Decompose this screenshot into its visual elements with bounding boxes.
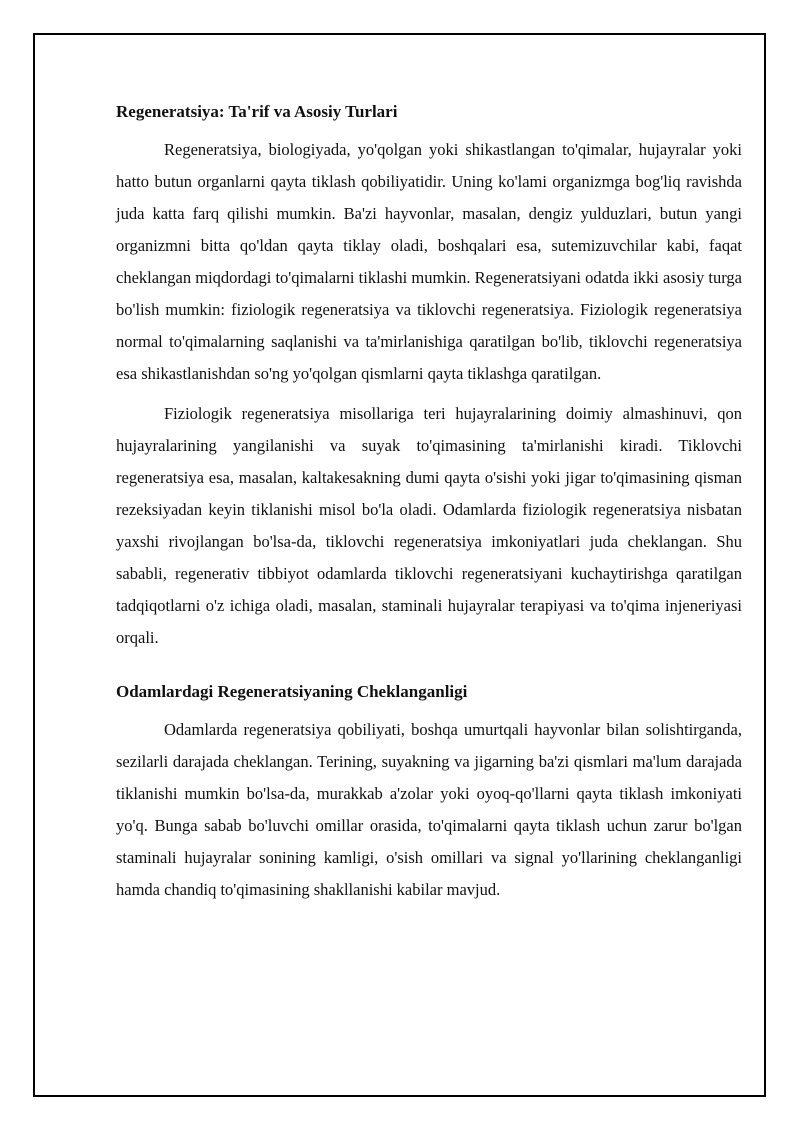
document-body <box>116 98 742 906</box>
section-heading-definition: Regeneratsiya: Ta'rif va Asosiy Turlari <box>116 102 398 121</box>
paragraph-definition: Regeneratsiya, biologiyada, yo'qolgan yoki shikastlangan to'qimalar, hujayralar yoki hatto butun organlarni qayta tiklash qobiliyatidir. Uning ko'lami organizmga bog'liq ravishda juda katta farq qilishi mumkin. Ba'zi hayvonlar, masalan, dengiz yulduzlari, butun yangi organizmni bitta qo'ldan qayta tiklay oladi, boshqalari esa, sutemizuvchilar kabi, faqat cheklangan miqdordagi to'qimalarni tiklashi mumkin. Regeneratsiyani odatda ikki asosiy turga bo'lish mumkin: fiziologik regeneratsiya va tiklovchi regeneratsiya. Fiziologik regeneratsiya normal to'qimalarning saqlanishi va ta'mirlanishiga qaratilgan bo'lib, tiklovchi regeneratsiya esa shikastlanishdan so'ng yo'qolgan qismlarni qayta tiklashga qaratilgan. <box>116 140 742 383</box>
paragraph-limitations: Odamlarda regeneratsiya qobiliyati, boshqa umurtqali hayvonlar bilan solishtirganda, sezilarli darajada cheklangan. Terining, suyakning va jigarning ba'zi qismlari ma'lum darajada tiklanishi mumkin bo'lsa-da, murakkab a'zolar yoki oyoq-qo'llarni qayta tiklash imkoniyati yo'q. Bunga sabab bo'luvchi omillar orasida, to'qimalarni qayta tiklash uchun zarur bo'lgan staminali hujayralar sonining kamligi, o'sish omillari va signal yo'llarining cheklanganligi hamda chandiq to'qimasining shakllanishi kabilar mavjud. <box>116 720 742 899</box>
section-heading-limitations: Odamlardagi Regeneratsiyaning Cheklanganligi <box>116 682 468 701</box>
paragraph-examples: Fiziologik regeneratsiya misollariga teri hujayralarining doimiy almashinuvi, qon hujayralarining yangilanishi va suyak to'qimasining ta'mirlanishi kiradi. Tiklovchi regeneratsiya esa, masalan, kaltakesakning dumi qayta o'sishi yoki jigar to'qimasining qisman rezeksiyadan keyin tiklanishi misol bo'la oladi. Odamlarda fiziologik regeneratsiya nisbatan yaxshi rivojlangan bo'lsa-da, tiklovchi regeneratsiya imkoniyatlari juda cheklangan. Shu sababli, regenerativ tibbiyot odamlarda tiklovchi regeneratsiyani kuchaytirishga qaratilgan tadqiqotlarni o'z ichiga oladi, masalan, staminali hujayralar terapiyasi va to'qima injeneriyasi orqali. <box>116 404 742 647</box>
